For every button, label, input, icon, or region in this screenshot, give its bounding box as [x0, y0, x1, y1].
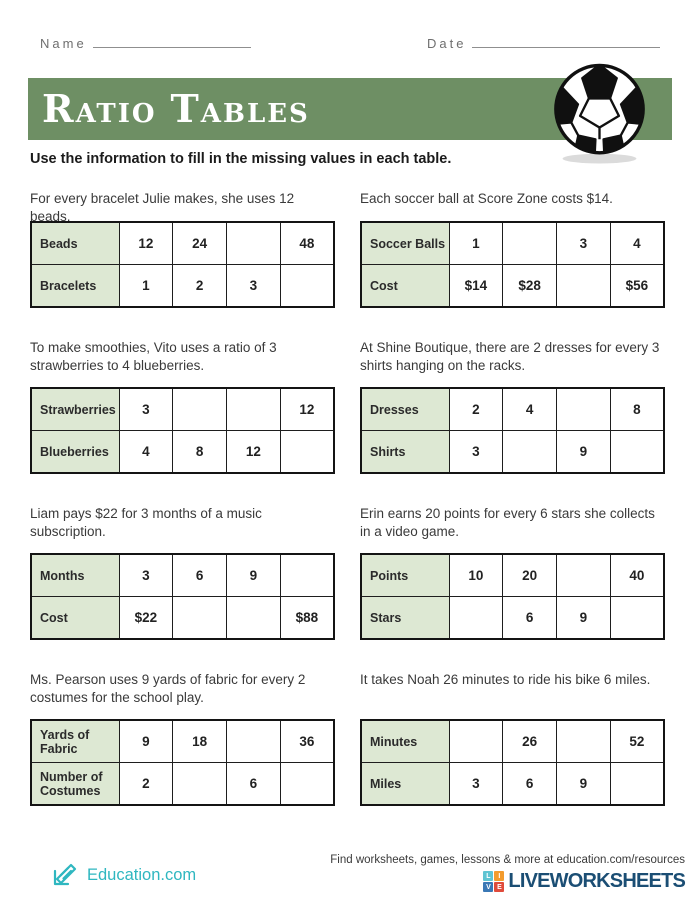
row-label: Cost	[31, 597, 119, 640]
row-label: Months	[31, 554, 119, 597]
problem-5	[30, 505, 336, 640]
table-cell-blank[interactable]	[173, 597, 227, 640]
row-label: Dresses	[361, 388, 449, 431]
table-cell: 26	[503, 720, 557, 763]
problem-description: Each soccer ball at Score Zone costs $14.	[360, 191, 613, 206]
table-cell: 4	[503, 388, 557, 431]
table-cell: 48	[280, 222, 334, 265]
problem-4	[360, 339, 666, 474]
row-label: Soccer Balls	[361, 222, 449, 265]
table-cell: 9	[557, 597, 611, 640]
ratio-table-7	[30, 719, 335, 806]
table-cell: 8	[610, 388, 664, 431]
table-cell-blank[interactable]	[557, 554, 611, 597]
table-cell-blank[interactable]	[449, 597, 503, 640]
problem-6	[360, 505, 666, 640]
table-cell: 9	[557, 431, 611, 474]
table-cell: 10	[449, 554, 503, 597]
problem-description: Liam pays $22 for 3 months of a music subscription.	[30, 506, 262, 539]
table-cell-blank[interactable]	[173, 763, 227, 806]
table-cell-blank[interactable]	[227, 222, 281, 265]
table-cell: 2	[449, 388, 503, 431]
table-cell-blank[interactable]	[280, 431, 334, 474]
row-label: Points	[361, 554, 449, 597]
problem-7	[30, 671, 336, 806]
table-cell-blank[interactable]	[557, 265, 611, 308]
row-label: Beads	[31, 222, 119, 265]
table-cell-blank[interactable]	[449, 720, 503, 763]
problem-1	[30, 190, 336, 308]
table-cell: 2	[173, 265, 227, 308]
table-cell: 3	[119, 554, 173, 597]
row-label: Minutes	[361, 720, 449, 763]
liveworksheets-tile: E	[494, 882, 504, 892]
table-cell: 1	[449, 222, 503, 265]
problem-description: For every bracelet Julie makes, she uses 12 beads.	[30, 191, 295, 224]
banner-title: R ATIO T ABLES	[42, 86, 310, 131]
table-cell: 9	[227, 554, 281, 597]
table-cell-blank[interactable]	[173, 388, 227, 431]
table-cell: 12	[227, 431, 281, 474]
table-cell: $88	[280, 597, 334, 640]
table-cell: 6	[227, 763, 281, 806]
date-field	[427, 36, 660, 51]
ratio-table-8	[360, 719, 665, 806]
education-pencil-icon	[50, 858, 80, 893]
date-label: Date	[427, 36, 467, 51]
table-cell-blank[interactable]	[227, 597, 281, 640]
table-cell: $28	[503, 265, 557, 308]
table-cell: 1	[119, 265, 173, 308]
table-cell: 40	[610, 554, 664, 597]
problem-2	[360, 190, 666, 308]
problem-description: To make smoothies, Vito uses a ratio of 3 strawberries to 4 blueberries.	[30, 340, 277, 373]
ratio-table-3	[30, 387, 335, 474]
table-cell-blank[interactable]	[227, 720, 281, 763]
table-cell-blank[interactable]	[280, 763, 334, 806]
row-label: Number of Costumes	[31, 763, 119, 806]
ratio-table-5	[30, 553, 335, 640]
instruction-text: Use the information to fill in the missing values in each table.	[30, 151, 452, 167]
row-label: Miles	[361, 763, 449, 806]
problem-description: At Shine Boutique, there are 2 dresses for every 3 shirts hanging on the racks.	[360, 340, 660, 373]
table-cell: $22	[119, 597, 173, 640]
table-cell-blank[interactable]	[503, 222, 557, 265]
table-cell: 4	[610, 222, 664, 265]
table-cell-blank[interactable]	[557, 720, 611, 763]
resources-text: Find worksheets, games, lessons & more at education.com/resources	[330, 854, 685, 866]
table-cell: 6	[173, 554, 227, 597]
ratio-table-4	[360, 387, 665, 474]
liveworksheets-tile: L	[483, 871, 493, 881]
table-cell: 3	[449, 431, 503, 474]
liveworksheets-wordmark: LIVEWORKSHEETS	[508, 870, 685, 892]
education-logo-text: Education.com	[87, 866, 197, 884]
footer-right	[330, 854, 685, 893]
table-cell-blank[interactable]	[557, 388, 611, 431]
table-cell-blank[interactable]	[227, 388, 281, 431]
table-cell: 18	[173, 720, 227, 763]
table-cell: 3	[557, 222, 611, 265]
row-label: Yards of Fabric	[31, 720, 119, 763]
row-label: Stars	[361, 597, 449, 640]
row-label: Strawberries	[31, 388, 119, 431]
table-cell: 6	[503, 763, 557, 806]
soccer-ball-icon	[551, 60, 648, 166]
ratio-table-1	[30, 221, 335, 308]
table-cell: 52	[610, 720, 664, 763]
table-cell: $56	[610, 265, 664, 308]
table-cell: $14	[449, 265, 503, 308]
table-cell-blank[interactable]	[280, 265, 334, 308]
table-cell: 9	[119, 720, 173, 763]
table-cell: 6	[503, 597, 557, 640]
table-cell: 4	[119, 431, 173, 474]
table-cell: 8	[173, 431, 227, 474]
table-cell: 24	[173, 222, 227, 265]
row-label: Cost	[361, 265, 449, 308]
name-label: Name	[40, 36, 87, 51]
liveworksheets-logo[interactable]	[330, 870, 685, 893]
table-cell-blank[interactable]	[610, 597, 664, 640]
table-cell-blank[interactable]	[610, 763, 664, 806]
liveworksheets-tiles-icon	[483, 871, 504, 892]
table-cell: 3	[227, 265, 281, 308]
row-label: Shirts	[361, 431, 449, 474]
table-cell: 36	[280, 720, 334, 763]
ratio-table-6	[360, 553, 665, 640]
problem-description: Ms. Pearson uses 9 yards of fabric for every 2 costumes for the school play.	[30, 672, 306, 705]
table-cell-blank[interactable]	[280, 554, 334, 597]
table-cell-blank[interactable]	[610, 431, 664, 474]
row-label: Bracelets	[31, 265, 119, 308]
date-input-line[interactable]	[472, 36, 660, 48]
table-cell: 2	[119, 763, 173, 806]
liveworksheets-tile: I	[494, 871, 504, 881]
table-cell-blank[interactable]	[503, 431, 557, 474]
table-cell: 12	[119, 222, 173, 265]
ratio-table-2	[360, 221, 665, 308]
problem-8	[360, 671, 666, 806]
liveworksheets-tile: V	[483, 882, 493, 892]
problem-description: It takes Noah 26 minutes to ride his bike 6 miles.	[360, 672, 651, 687]
problem-description: Erin earns 20 points for every 6 stars she collects in a video game.	[360, 506, 655, 539]
problem-3	[30, 339, 336, 474]
table-cell: 9	[557, 763, 611, 806]
education-logo[interactable]	[50, 858, 196, 893]
table-cell: 20	[503, 554, 557, 597]
table-cell: 12	[280, 388, 334, 431]
row-label: Blueberries	[31, 431, 119, 474]
name-field	[40, 36, 251, 51]
table-cell: 3	[119, 388, 173, 431]
table-cell: 3	[449, 763, 503, 806]
name-input-line[interactable]	[93, 36, 251, 48]
